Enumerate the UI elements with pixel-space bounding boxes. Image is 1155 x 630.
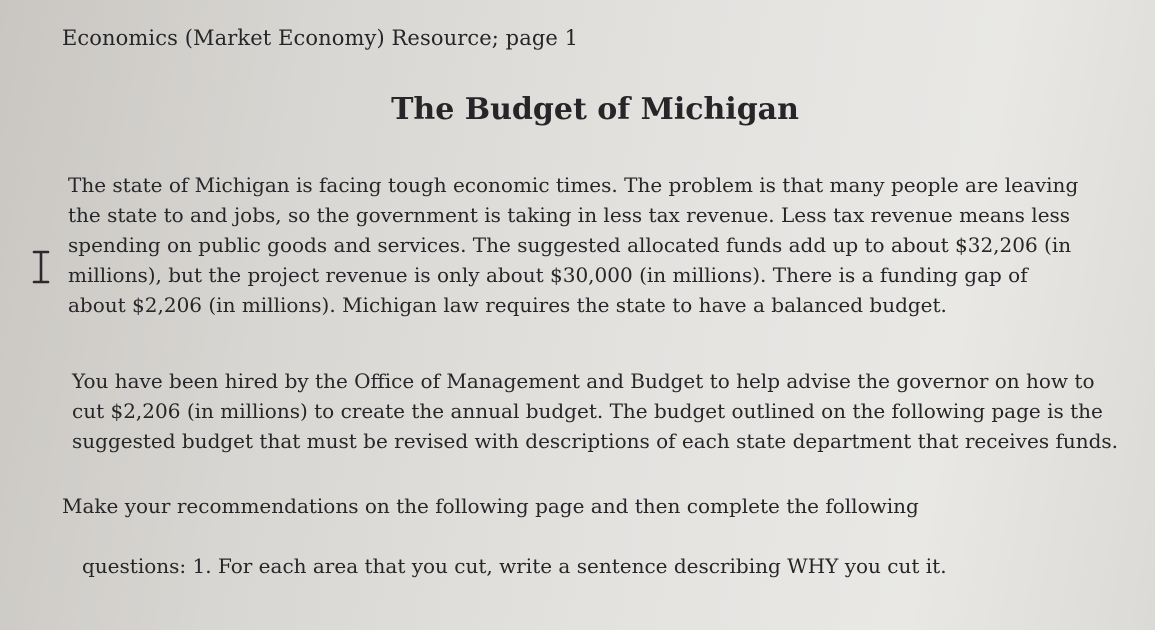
paragraph-line: questions: 1. For each area that you cut, write a sentence describing WHY you cut it. <box>82 554 947 578</box>
paragraph-line: suggested budget that must be revised with descriptions of each state department that receives funds. <box>72 429 1119 453</box>
intro-paragraph <box>68 170 1108 320</box>
paragraph-line: about $2,206 (in millions). Michigan law requires the state to have a balanced budget. <box>68 293 947 317</box>
paragraph-line: Make your recommendations on the following page and then complete the following <box>62 494 919 518</box>
paragraph-line: You have been hired by the Office of Management and Budget to help advise the governor on how to <box>72 369 1095 393</box>
paragraph-line: millions), but the project revenue is only about $30,000 (in millions). There is a funding gap of <box>68 263 1028 287</box>
recommendations-paragraph <box>62 491 1102 521</box>
paragraph-line: the state to and jobs, so the government is taking in less tax revenue. Less tax revenue means less <box>68 203 1071 227</box>
paragraph-line: cut $2,206 (in millions) to create the annual budget. The budget outlined on the following page is the <box>72 399 1103 423</box>
page-header: Economics (Market Economy) Resource; page 1 <box>62 26 579 50</box>
paragraph-line: spending on public goods and services. The suggested allocated funds add up to about $32,206 (in <box>68 233 1072 257</box>
task-paragraph <box>72 366 1119 456</box>
questions-paragraph <box>82 551 1122 581</box>
text-cursor-icon <box>32 250 50 284</box>
document-title: The Budget of Michigan <box>391 92 799 127</box>
paragraph-line: The state of Michigan is facing tough economic times. The problem is that many people are leaving <box>68 173 1079 197</box>
